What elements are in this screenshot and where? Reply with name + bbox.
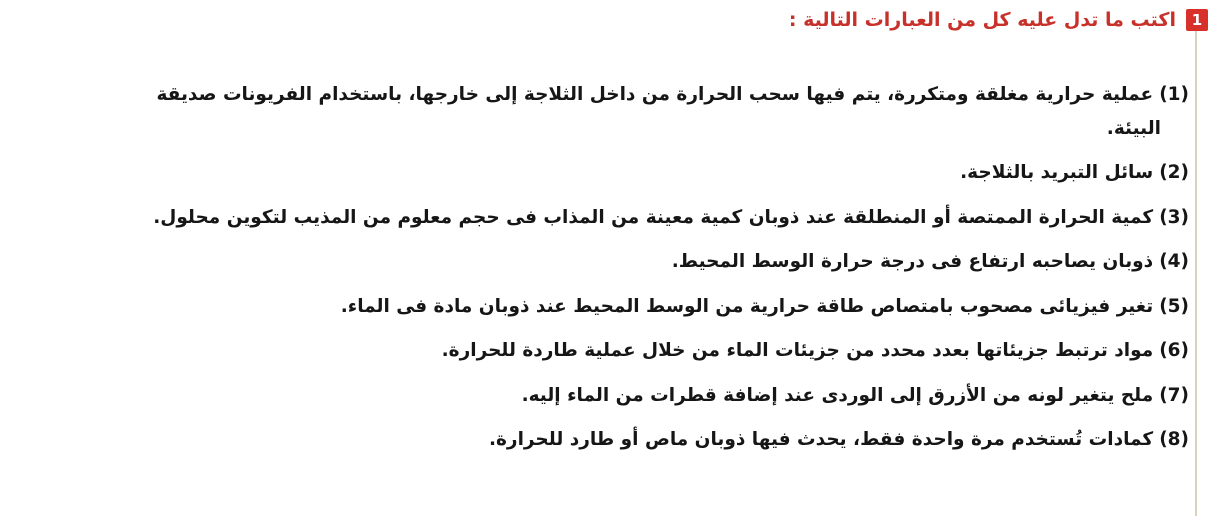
item-number: (5): [1159, 296, 1189, 317]
list-item-2: [960, 162, 1189, 183]
item-text: ملح يتغير لونه من الأزرق إلى الوردى عند إضافة قطرات من الماء إليه.: [521, 385, 1154, 406]
item-text: عملية حرارية مغلقة ومتكررة، يتم فيها سحب الحرارة من داخل الثلاجة إلى خارجها، باستخدام الفريونات صديقة: [156, 84, 1154, 105]
margin-rule: [1195, 26, 1197, 516]
question-header: [789, 4, 1215, 36]
item-text: كمية الحرارة الممتصة أو المنطلقة عند ذوبان كمية معينة من المذاب فى حجم معلوم من المذيب لتكوين محلول.: [153, 207, 1154, 228]
item-text: تغير فيزيائى مصحوب بامتصاص طاقة حرارية من الوسط المحيط عند ذوبان مادة فى الماء.: [340, 296, 1154, 317]
list-item-1: [156, 84, 1189, 105]
item-text: ذوبان يصاحبه ارتفاع فى درجة حرارة الوسط المحيط.: [671, 251, 1154, 272]
item-number: (8): [1159, 429, 1189, 450]
item-number: (1): [1159, 84, 1189, 105]
list-item-8: [489, 429, 1189, 450]
list-item-3: [153, 207, 1189, 228]
list-item-6: [442, 340, 1189, 361]
item-text: سائل التبريد بالثلاجة.: [960, 162, 1154, 183]
item-number: (7): [1159, 385, 1189, 406]
item-number: (2): [1159, 162, 1189, 183]
list-item-4: [672, 251, 1189, 272]
item-number: (4): [1159, 251, 1189, 272]
item-number: (6): [1159, 340, 1189, 361]
item-number: (3): [1159, 207, 1189, 228]
list-item-1-continuation: البيئة.: [1106, 118, 1161, 139]
list-item-5: [341, 296, 1189, 317]
item-text: كمادات تُستخدم مرة واحدة فقط، يحدث فيها ذوبان ماص أو طارد للحرارة.: [488, 429, 1154, 450]
question-number-badge: 1: [1186, 9, 1208, 31]
list-item-7: [522, 385, 1189, 406]
item-text: مواد ترتبط جزيئاتها بعدد محدد من جزيئات الماء من خلال عملية طاردة للحرارة.: [441, 340, 1154, 361]
question-title: اكتب ما تدل عليه كل من العبارات التالية :: [788, 9, 1176, 31]
